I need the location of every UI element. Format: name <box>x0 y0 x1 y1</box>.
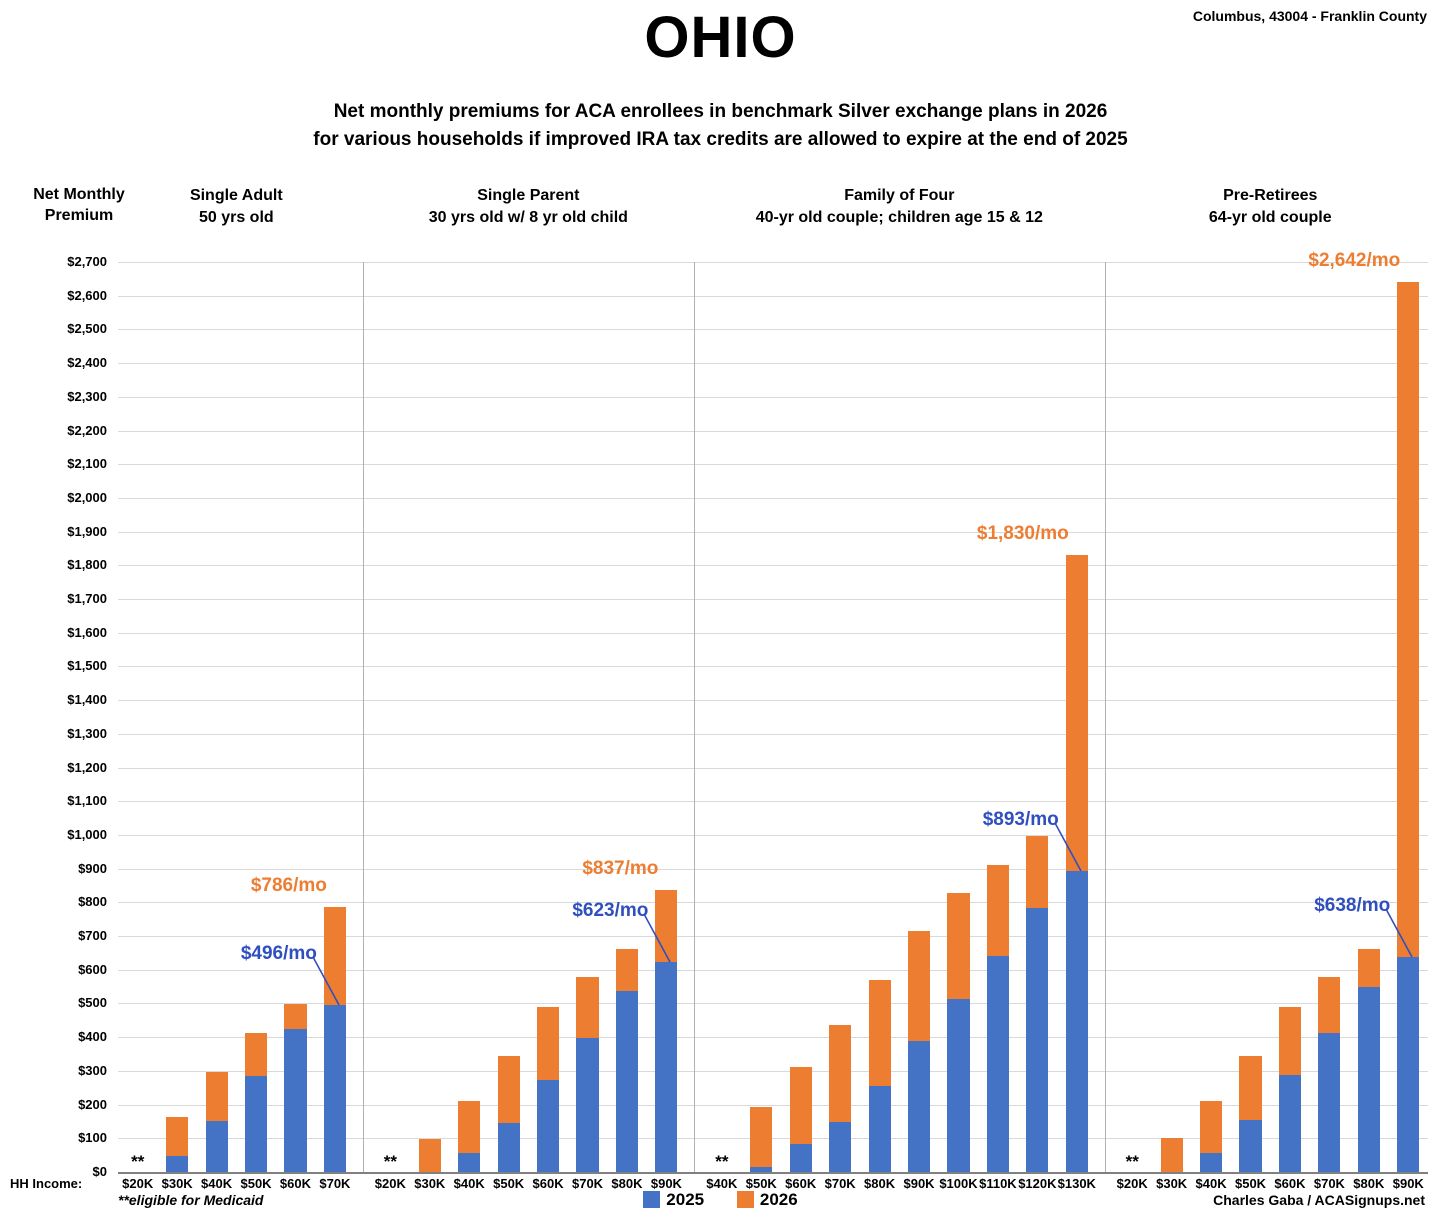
gridline <box>118 1105 1428 1106</box>
bar-segment-2026 <box>869 980 891 1087</box>
gridline <box>118 734 1428 735</box>
gridline <box>118 666 1428 667</box>
x-tick-label: $20K <box>122 1176 154 1191</box>
gridline <box>118 431 1428 432</box>
bar-segment-2026 <box>245 1033 267 1076</box>
gridline <box>118 532 1428 533</box>
group-header-name: Single Adult <box>189 187 283 204</box>
group-header-name: Family of Four <box>844 187 955 204</box>
y-tick-label: $1,100 <box>67 793 107 809</box>
group-header-family-of-four <box>702 185 1096 228</box>
y-tick-label: $1,500 <box>67 658 107 674</box>
bar-segment-2026 <box>1026 836 1048 908</box>
gridline <box>118 363 1428 364</box>
bar-60K-single-parent <box>537 1007 559 1172</box>
bar-segment-2025 <box>1397 957 1419 1172</box>
bar-60K-single-adult <box>284 1004 306 1172</box>
medicaid-marker: ** <box>383 1152 397 1171</box>
x-tick-label: $40K <box>1195 1176 1227 1191</box>
legend-label-2026: 2026 <box>759 1190 798 1209</box>
bar-segment-2025 <box>1318 1033 1340 1172</box>
x-tick-label: $20K <box>1116 1176 1148 1191</box>
bar-segment-2026 <box>1397 282 1419 957</box>
bar-segment-2026 <box>166 1117 188 1155</box>
y-tick-label: $0 <box>92 1164 107 1179</box>
bar-segment-2026 <box>458 1101 480 1153</box>
x-tick-label: $90K <box>903 1176 935 1191</box>
bar-segment-2026 <box>498 1056 520 1123</box>
bar-50K-single-parent <box>498 1056 520 1172</box>
bar-segment-2025 <box>947 999 969 1172</box>
y-tick-label: $500 <box>78 995 107 1011</box>
bar-segment-2026 <box>1161 1138 1183 1172</box>
bar-80K-pre-retirees <box>1358 949 1380 1172</box>
y-tick-label: $800 <box>78 894 107 910</box>
callout-blue: $623/mo <box>572 900 649 922</box>
x-tick-label: $20K <box>374 1176 406 1191</box>
bar-110K-family-of-four <box>987 865 1009 1172</box>
y-tick-label: $1,300 <box>67 725 107 741</box>
x-tick-label: $70K <box>1313 1176 1345 1191</box>
y-tick-label: $2,300 <box>67 388 107 404</box>
y-tick-label: $400 <box>78 1029 107 1045</box>
x-tick-label: $40K <box>706 1176 738 1191</box>
group-header-subtitle: 30 yrs old w/ 8 yr old child <box>428 208 628 226</box>
bar-segment-2025 <box>284 1029 306 1172</box>
gridline <box>118 936 1428 937</box>
x-tick-label: $50K <box>240 1176 272 1191</box>
bar-segment-2025 <box>537 1080 559 1172</box>
bar-70K-family-of-four <box>829 1025 851 1172</box>
legend-swatch-2026 <box>737 1191 754 1208</box>
bar-80K-single-parent <box>616 949 638 1172</box>
bar-30K-pre-retirees <box>1161 1138 1183 1172</box>
callout-orange: $1,830/mo <box>976 523 1069 545</box>
x-tick-label: $50K <box>493 1176 525 1191</box>
x-tick-label: $60K <box>785 1176 817 1191</box>
bar-70K-pre-retirees <box>1318 977 1340 1172</box>
bar-40K-pre-retirees <box>1200 1101 1222 1172</box>
bar-segment-2026 <box>829 1025 851 1122</box>
bar-segment-2026 <box>284 1004 306 1029</box>
bar-segment-2025 <box>790 1144 812 1172</box>
y-tick-label: $1,000 <box>67 826 107 842</box>
x-tick-label: $90K <box>650 1176 682 1191</box>
bar-segment-2026 <box>1239 1056 1261 1119</box>
group-separator <box>694 262 695 1172</box>
medicaid-footnote: **eligible for Medicaid <box>118 1192 264 1208</box>
bar-segment-2025 <box>166 1156 188 1172</box>
y-tick-label: $1,400 <box>67 692 107 708</box>
chart-subtitle <box>0 98 1441 153</box>
x-tick-label: $40K <box>453 1176 485 1191</box>
legend-item-2026 <box>737 1190 798 1210</box>
gridline <box>118 296 1428 297</box>
x-tick-label: $60K <box>279 1176 311 1191</box>
x-tick-label: $30K <box>414 1176 446 1191</box>
y-tick-label: $2,400 <box>67 355 107 371</box>
y-tick-label: $1,700 <box>67 591 107 607</box>
bar-segment-2026 <box>750 1107 772 1167</box>
x-tick-label: $110K <box>979 1176 1017 1191</box>
y-tick-label: $1,600 <box>67 624 107 640</box>
callout-leader-line <box>1386 909 1441 979</box>
bar-40K-single-parent <box>458 1101 480 1172</box>
callout-leader-line <box>1055 823 1125 893</box>
bar-segment-2025 <box>324 1005 346 1172</box>
gridline <box>118 768 1428 769</box>
x-tick-label: $50K <box>745 1176 777 1191</box>
bar-40K-single-adult <box>206 1072 228 1172</box>
bar-segment-2025 <box>1358 987 1380 1172</box>
bar-segment-2025 <box>750 1167 772 1172</box>
group-header-subtitle: 40-yr old couple; children age 15 & 12 <box>755 208 1043 226</box>
bar-segment-2025 <box>1279 1075 1301 1172</box>
bar-80K-family-of-four <box>869 980 891 1172</box>
bar-segment-2025 <box>1066 871 1088 1172</box>
bar-segment-2025 <box>206 1121 228 1172</box>
legend-swatch-2025 <box>643 1191 660 1208</box>
subtitle-line-2: for various households if improved IRA tax credits are allowed to expire at the end of 2025 <box>313 128 1128 150</box>
bar-segment-2026 <box>537 1007 559 1080</box>
bar-segment-2025 <box>1239 1120 1261 1172</box>
y-tick-label: $2,200 <box>67 422 107 438</box>
bar-segment-2025 <box>458 1153 480 1172</box>
group-separator <box>363 262 364 1172</box>
x-tick-label: $60K <box>532 1176 564 1191</box>
credit-label: Charles Gaba / ACASignups.net <box>1213 1192 1425 1208</box>
y-tick-label: $100 <box>78 1130 107 1146</box>
gridline <box>118 498 1428 499</box>
chart-plot-area <box>118 262 1428 1172</box>
bar-segment-2025 <box>908 1041 930 1172</box>
group-header-subtitle: 50 yrs old <box>198 208 274 226</box>
x-tick-label: $120K <box>1018 1176 1057 1191</box>
bar-segment-2025 <box>655 962 677 1172</box>
bar-50K-pre-retirees <box>1239 1056 1261 1172</box>
bar-segment-2026 <box>1318 977 1340 1033</box>
bar-segment-2025 <box>576 1038 598 1172</box>
gridline <box>118 869 1428 870</box>
bar-segment-2026 <box>908 931 930 1042</box>
group-separator <box>1105 262 1106 1172</box>
y-axis-title-line-2: Premium <box>44 206 114 224</box>
bar-segment-2025 <box>869 1086 891 1172</box>
y-tick-label: $2,500 <box>67 321 107 337</box>
y-tick-label: $300 <box>78 1062 107 1078</box>
gridline <box>118 1138 1428 1139</box>
y-tick-label: $1,900 <box>67 523 107 539</box>
bar-segment-2026 <box>1200 1101 1222 1154</box>
x-axis-line <box>118 1172 1428 1174</box>
gridline <box>118 902 1428 903</box>
callout-orange: $786/mo <box>250 875 327 897</box>
bar-segment-2025 <box>987 956 1009 1172</box>
bar-segment-2026 <box>419 1139 441 1172</box>
gridline <box>118 1037 1428 1038</box>
callout-orange: $2,642/mo <box>1308 249 1401 271</box>
x-tick-label: $30K <box>161 1176 193 1191</box>
group-header-name: Pre-Retirees <box>1223 187 1318 204</box>
bar-60K-pre-retirees <box>1279 1007 1301 1172</box>
bar-segment-2025 <box>245 1076 267 1172</box>
bar-segment-2026 <box>790 1067 812 1145</box>
bar-segment-2026 <box>947 893 969 999</box>
x-tick-label: $70K <box>319 1176 351 1191</box>
bar-segment-2025 <box>829 1122 851 1172</box>
x-tick-label: $40K <box>201 1176 233 1191</box>
x-tick-label: $70K <box>571 1176 604 1191</box>
x-tick-label: $80K <box>611 1176 643 1191</box>
gridline <box>118 599 1428 600</box>
y-tick-label: $2,000 <box>67 489 107 505</box>
x-tick-label: $50K <box>1234 1176 1267 1191</box>
bar-segment-2026 <box>616 949 638 991</box>
callout-blue: $496/mo <box>240 942 317 964</box>
y-tick-label: $900 <box>78 860 107 876</box>
callout-blue: $638/mo <box>1314 894 1391 916</box>
legend-label-2025: 2025 <box>666 1190 705 1209</box>
bar-70K-single-adult <box>324 907 346 1172</box>
bar-segment-2025 <box>498 1123 520 1172</box>
bar-90K-family-of-four <box>908 931 930 1172</box>
bar-30K-single-parent <box>419 1139 441 1172</box>
callout-leader-line <box>313 957 383 1027</box>
y-axis-title-line-1: Net Monthly <box>33 186 125 203</box>
gridline <box>118 464 1428 465</box>
gridline <box>118 633 1428 634</box>
bar-segment-2026 <box>1358 949 1380 987</box>
group-header-name: Single Parent <box>477 187 580 204</box>
y-tick-label: $1,800 <box>67 557 107 573</box>
bar-70K-single-parent <box>576 977 598 1172</box>
callout-orange: $837/mo <box>582 857 659 879</box>
x-tick-label: $70K <box>824 1176 856 1191</box>
hh-income-label: HH Income: <box>10 1176 83 1191</box>
x-tick-label: $60K <box>1274 1176 1306 1191</box>
x-tick-label: $30K <box>1156 1176 1188 1191</box>
medicaid-marker: ** <box>1125 1152 1139 1171</box>
x-tick-label: $100K <box>939 1176 978 1191</box>
bar-30K-single-adult <box>166 1117 188 1172</box>
bar-120K-family-of-four <box>1026 836 1048 1172</box>
subtitle-line-1: Net monthly premiums for ACA enrollees in benchmark Silver exchange plans in 2026 <box>333 101 1108 122</box>
bar-segment-2025 <box>1026 908 1048 1172</box>
y-tick-label: $200 <box>78 1096 107 1112</box>
x-tick-label: $80K <box>1353 1176 1385 1191</box>
legend-item-2025 <box>643 1190 704 1210</box>
bar-segment-2026 <box>1279 1007 1301 1075</box>
y-tick-label: $1,200 <box>67 759 107 775</box>
bar-segment-2025 <box>1200 1153 1222 1172</box>
bar-90K-pre-retirees <box>1397 282 1419 1172</box>
gridline <box>118 1071 1428 1072</box>
bar-50K-family-of-four <box>750 1107 772 1172</box>
group-header-single-adult <box>118 185 355 228</box>
x-tick-label: $90K <box>1392 1176 1424 1191</box>
bar-segment-2026 <box>576 977 598 1038</box>
x-tick-label: $130K <box>1057 1176 1096 1191</box>
y-tick-label: $700 <box>78 928 107 944</box>
bar-60K-family-of-four <box>790 1067 812 1172</box>
y-tick-label: $2,100 <box>67 456 107 472</box>
y-tick-label: $2,700 <box>67 254 107 269</box>
gridline <box>118 329 1428 330</box>
gridline <box>118 700 1428 701</box>
location-label: Columbus, 43004 - Franklin County <box>1192 8 1427 24</box>
gridline <box>118 565 1428 566</box>
group-header-pre-retirees <box>1113 185 1429 228</box>
callout-blue: $893/mo <box>982 809 1059 831</box>
medicaid-marker: ** <box>715 1152 729 1171</box>
gridline <box>118 835 1428 836</box>
callout-leader-line <box>644 914 714 984</box>
gridline <box>118 262 1428 263</box>
bar-segment-2025 <box>616 991 638 1172</box>
gridline <box>118 801 1428 802</box>
medicaid-marker: ** <box>131 1152 145 1171</box>
bar-segment-2026 <box>987 865 1009 956</box>
group-header-subtitle: 64-yr old couple <box>1208 208 1332 226</box>
y-tick-label: $600 <box>78 961 107 977</box>
bar-100K-family-of-four <box>947 893 969 1172</box>
y-tick-label: $2,600 <box>67 287 107 303</box>
gridline <box>118 397 1428 398</box>
page-title: OHIO <box>644 5 797 70</box>
group-header-single-parent <box>371 185 687 228</box>
bar-50K-single-adult <box>245 1033 267 1172</box>
bar-segment-2026 <box>206 1072 228 1121</box>
x-tick-label: $80K <box>864 1176 896 1191</box>
